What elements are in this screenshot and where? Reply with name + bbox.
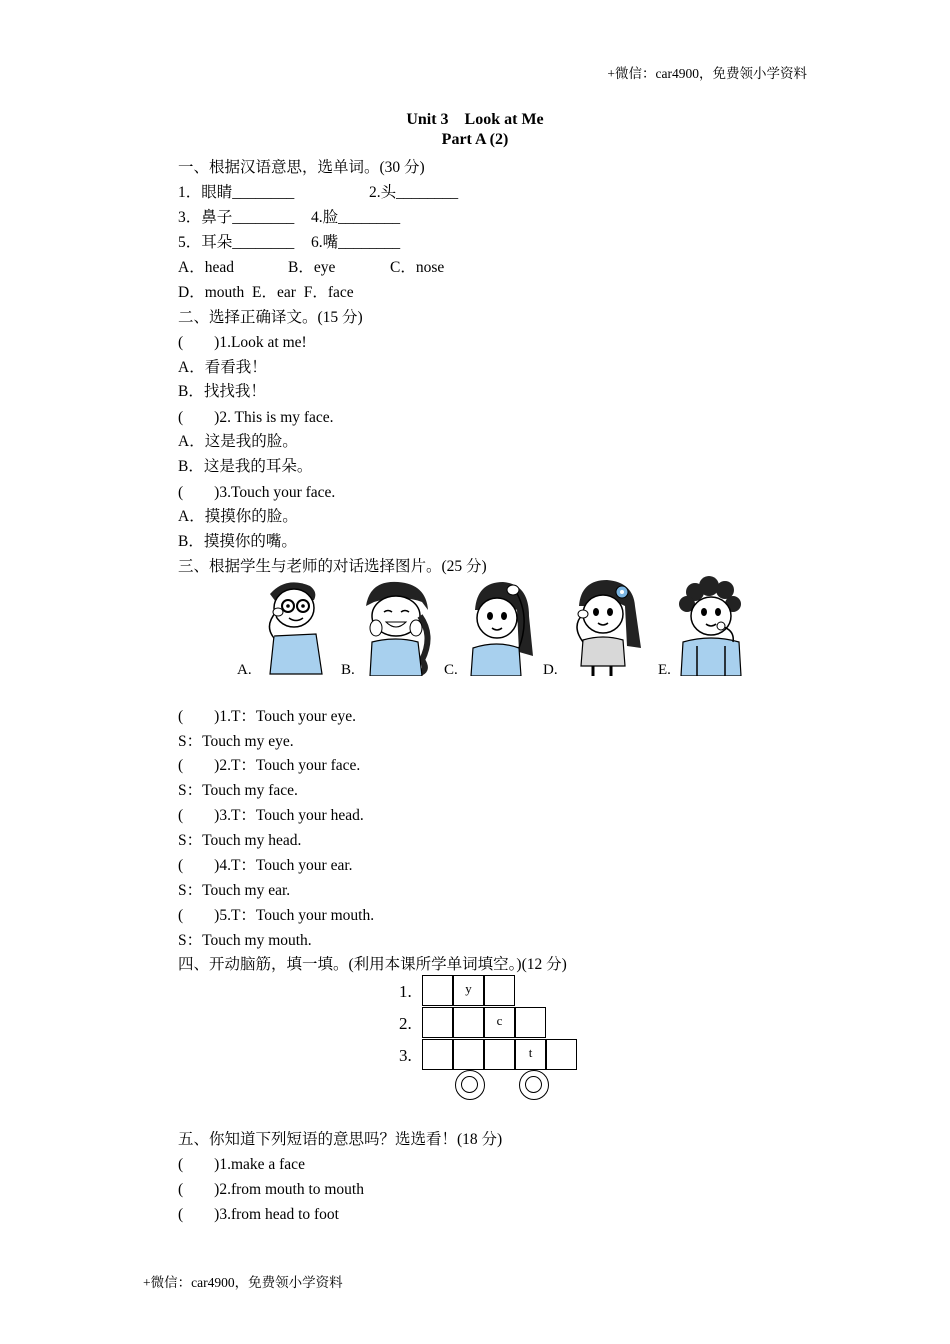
s3-line: S：Touch my face.	[178, 782, 298, 799]
page-subtitle: Part A (2)	[441, 131, 509, 148]
s3-line: S：Touch my head.	[178, 832, 302, 849]
s1-item: 2.头________	[369, 184, 459, 201]
s2-line: ( )3.Touch your face.	[178, 484, 336, 501]
s3-line: ( )5.T：Touch your mouth.	[178, 907, 375, 924]
s3-line: ( )3.T：Touch your head.	[178, 807, 364, 824]
puzzle-row-label: 2.	[399, 1014, 412, 1033]
s2-line: A．这是我的脸。	[178, 433, 298, 450]
puzzle-cell[interactable]	[422, 1039, 453, 1070]
puzzle-cell[interactable]: t	[515, 1039, 546, 1070]
girl-touching-ear-illustration	[565, 576, 647, 676]
figure-label-c: C.	[444, 662, 458, 678]
figure-label-e: E.	[658, 662, 671, 678]
wheel-icon	[455, 1070, 485, 1100]
s3-line: S：Touch my eye.	[178, 733, 294, 750]
figure-label-b: B.	[341, 662, 355, 678]
s2-line: A．摸摸你的脸。	[178, 508, 298, 525]
s5-line: ( )2.from mouth to mouth	[178, 1181, 364, 1198]
figure-label-a: A.	[237, 662, 252, 678]
s2-line: A．看看我！	[178, 359, 267, 376]
s2-line: B．摸摸你的嘴。	[178, 533, 297, 550]
puzzle-cell[interactable]	[484, 975, 515, 1006]
wheel-icon	[519, 1070, 549, 1100]
s3-line: ( )4.T：Touch your ear.	[178, 857, 353, 874]
s1-item: 5．耳朵________	[178, 234, 295, 251]
figure-label-d: D.	[543, 662, 558, 678]
section2-heading: 二、选择正确译文。(15 分)	[178, 309, 363, 326]
puzzle-cell[interactable]	[515, 1007, 546, 1038]
girl-touching-face-illustration	[356, 576, 440, 676]
s2-line: B．这是我的耳朵。	[178, 458, 313, 475]
s2-line: ( )2. This is my face.	[178, 409, 334, 426]
girl-touching-head-illustration	[459, 576, 539, 676]
s2-line: ( )1.Look at me!	[178, 334, 307, 351]
puzzle-cell[interactable]	[422, 975, 453, 1006]
page-title: Unit 3 Look at Me	[406, 111, 544, 128]
boy-touching-mouth-illustration	[673, 576, 749, 676]
s5-line: ( )1.make a face	[178, 1156, 305, 1173]
s1-option: A．head	[178, 259, 234, 276]
puzzle-cell[interactable]	[546, 1039, 577, 1070]
s2-line: B．找找我！	[178, 383, 266, 400]
s3-line: S：Touch my ear.	[178, 882, 291, 899]
s1-option: C．nose	[390, 259, 445, 276]
section3-heading: 三、根据学生与老师的对话选择图片。(25 分)	[178, 558, 487, 575]
s1-item: 6.嘴________	[311, 234, 401, 251]
section4-heading: 四、开动脑筋，填一填。(利用本课所学单词填空。)(12 分)	[178, 956, 567, 973]
puzzle-cell[interactable]	[453, 1039, 484, 1070]
s1-item: 3．鼻子________	[178, 209, 295, 226]
s1-item: 1．眼睛________	[178, 184, 295, 201]
s3-line: ( )2.T：Touch your face.	[178, 757, 361, 774]
section5-heading: 五、你知道下列短语的意思吗？选选看！(18 分)	[178, 1131, 503, 1148]
puzzle-cell[interactable]	[484, 1039, 515, 1070]
section1-heading: 一、根据汉语意思，选单词。(30 分)	[178, 159, 425, 176]
header-note: +微信：car4900，免费领小学资料	[607, 66, 807, 81]
s5-line: ( )3.from head to foot	[178, 1206, 339, 1223]
puzzle-cell[interactable]	[453, 1007, 484, 1038]
puzzle-row-label: 3.	[399, 1046, 412, 1065]
s3-line: S：Touch my mouth.	[178, 932, 312, 949]
puzzle-cell[interactable]: c	[484, 1007, 515, 1038]
s1-option: B．eye	[288, 259, 336, 276]
footer-note: +微信：car4900，免费领小学资料	[143, 1275, 343, 1290]
s1-options-row2: D．mouth E．ear F．face	[178, 284, 354, 301]
puzzle-cell[interactable]	[422, 1007, 453, 1038]
puzzle-row-label: 1.	[399, 982, 412, 1001]
kid-touching-eye-illustration	[256, 576, 334, 676]
s1-item: 4.脸________	[311, 209, 401, 226]
s3-line: ( )1.T：Touch your eye.	[178, 708, 356, 725]
puzzle-cell[interactable]: y	[453, 975, 484, 1006]
